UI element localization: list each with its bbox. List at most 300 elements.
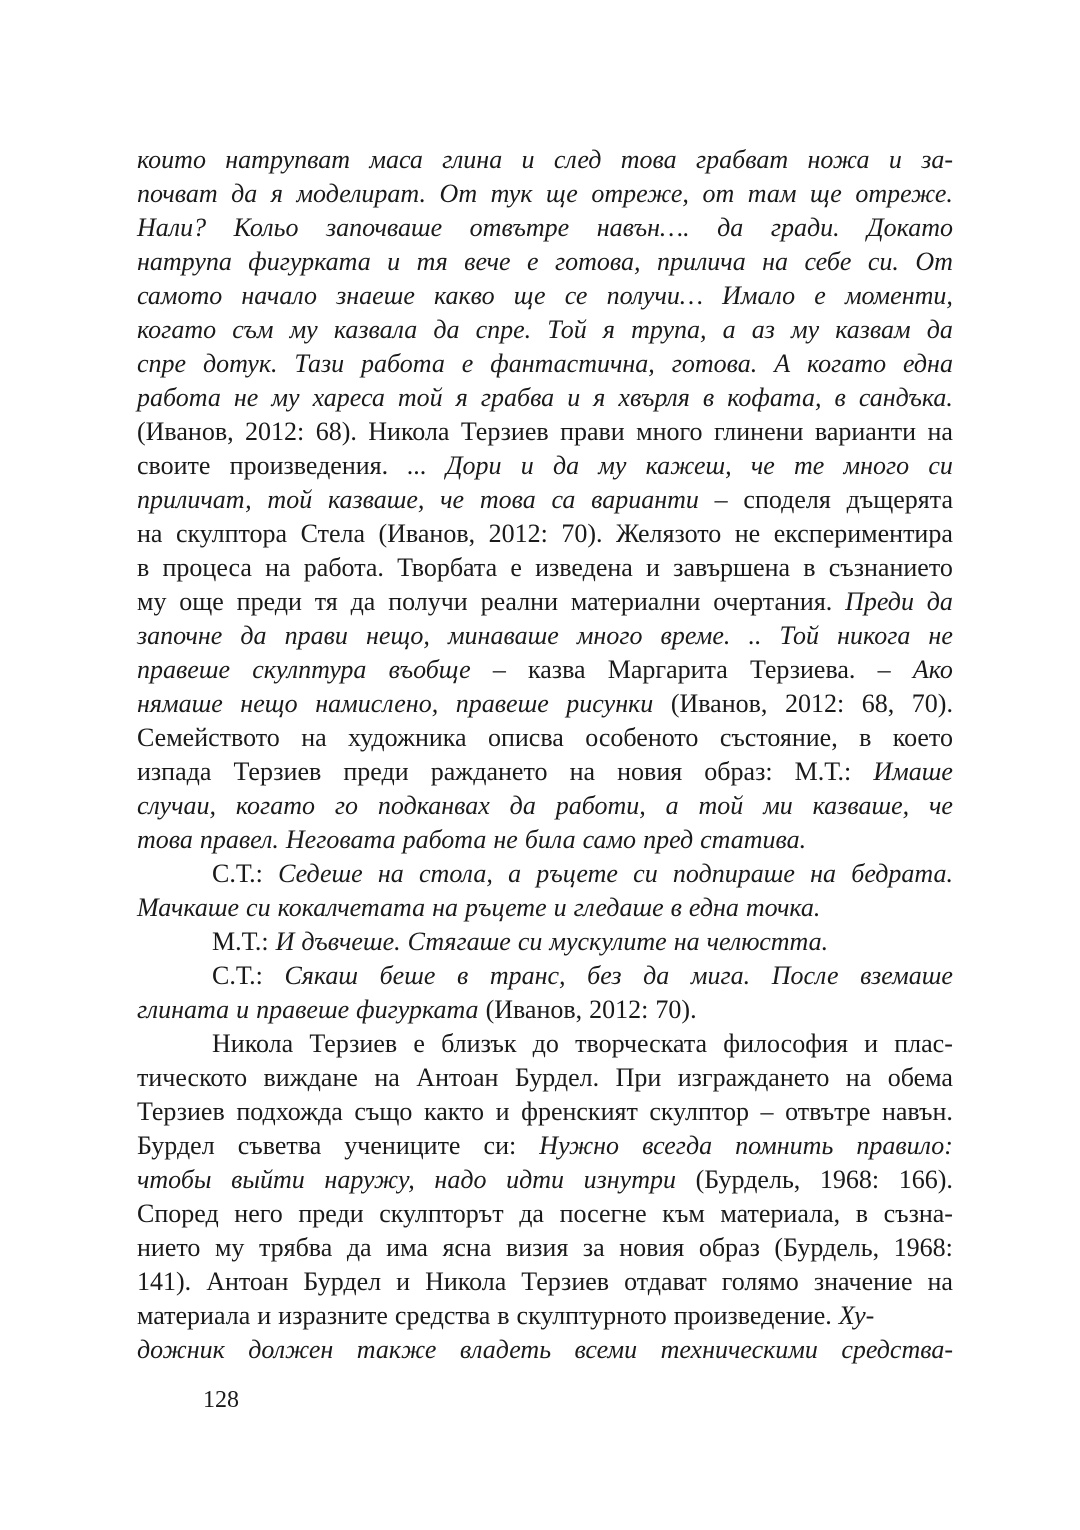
word: хвърля xyxy=(618,383,690,412)
text-line xyxy=(137,415,953,449)
word: учениците xyxy=(344,1131,461,1160)
word: себе xyxy=(804,247,852,276)
word: кокалчетата xyxy=(277,893,426,922)
text-line xyxy=(137,687,953,721)
word: получи xyxy=(388,587,468,616)
word: прави xyxy=(284,621,348,650)
word: и xyxy=(646,553,660,582)
word: Нали? xyxy=(137,213,207,242)
word: да xyxy=(717,213,744,242)
word: всегда xyxy=(642,1131,713,1160)
word: преди xyxy=(298,1199,364,1228)
word: че xyxy=(929,791,953,820)
word: 70). xyxy=(911,689,953,718)
word: 2012: xyxy=(589,995,649,1024)
word: наружу, xyxy=(324,1165,415,1194)
word: Терзиев xyxy=(309,1029,398,1058)
word: подхожда xyxy=(236,1097,343,1126)
word: си xyxy=(928,451,953,480)
word: започне xyxy=(137,621,223,650)
word: (Иванов, xyxy=(137,417,234,446)
word: варианти xyxy=(591,485,699,514)
word: ръцете xyxy=(536,859,618,888)
word: отреже. xyxy=(855,179,953,208)
word: състояние, xyxy=(719,723,838,752)
word: в xyxy=(859,723,872,752)
word: намислено, xyxy=(315,689,439,718)
text-line xyxy=(137,755,953,789)
word: какво xyxy=(434,281,495,310)
word: е xyxy=(814,281,826,310)
word: отреже, xyxy=(591,179,689,208)
word: С.Т.: xyxy=(212,961,263,990)
word: и xyxy=(236,995,250,1024)
word: след xyxy=(553,145,602,174)
word: я xyxy=(270,179,283,208)
word: му xyxy=(137,587,167,616)
word: тя xyxy=(314,587,338,616)
word: Терзиев xyxy=(460,417,549,446)
text-line xyxy=(137,1027,953,1061)
text-line xyxy=(137,1129,953,1163)
word: я xyxy=(455,383,468,412)
text-line xyxy=(137,313,953,347)
word: в xyxy=(137,553,150,582)
word: работи, xyxy=(555,791,646,820)
word: новия xyxy=(617,757,683,786)
word: Терзиева. xyxy=(749,655,856,684)
word: казваше, xyxy=(812,791,910,820)
word: на xyxy=(927,417,953,446)
word: беше xyxy=(379,961,436,990)
word: му xyxy=(271,383,300,412)
word: должен xyxy=(248,1335,334,1364)
word: От xyxy=(439,179,478,208)
word: Терзиев xyxy=(233,757,322,786)
word: 1968: xyxy=(819,1165,880,1194)
text-line xyxy=(137,143,953,177)
word: това xyxy=(620,145,677,174)
word: отдават xyxy=(624,1267,707,1296)
word: идти xyxy=(506,1165,565,1194)
word: не xyxy=(928,621,953,650)
word: Стела xyxy=(300,519,365,548)
word: много xyxy=(636,417,703,446)
word: до xyxy=(532,1029,559,1058)
word: в xyxy=(670,893,682,922)
word: отвътре xyxy=(469,213,570,242)
word: да xyxy=(926,315,953,344)
word: приличат, xyxy=(137,485,252,514)
text-line xyxy=(137,177,953,211)
word: не xyxy=(233,383,259,412)
word: моделират. xyxy=(296,179,427,208)
word: му xyxy=(791,315,820,344)
word: мускулите xyxy=(549,927,667,956)
word: съветва xyxy=(237,1131,322,1160)
text-line xyxy=(137,857,953,891)
word: (Бурдель, xyxy=(774,1233,880,1262)
word: спре. xyxy=(475,315,532,344)
word: когато xyxy=(137,315,217,344)
word: гледаше xyxy=(573,893,664,922)
text-line xyxy=(137,585,953,619)
word: фигурката xyxy=(356,995,479,1024)
word: Бурдел xyxy=(137,1131,215,1160)
word: – xyxy=(714,485,728,514)
word: аз xyxy=(751,315,775,344)
word: време. xyxy=(660,621,731,650)
word: е xyxy=(413,1029,425,1058)
text-line xyxy=(137,721,953,755)
word: в xyxy=(497,1301,510,1330)
word: си xyxy=(517,927,543,956)
word: тя xyxy=(416,247,448,276)
word: френският xyxy=(521,1097,638,1126)
word: да xyxy=(240,621,267,650)
word: му xyxy=(214,1233,245,1262)
word: ще xyxy=(546,179,578,208)
word: и xyxy=(864,1029,879,1058)
word: в xyxy=(702,383,715,412)
word: виждане xyxy=(263,1063,358,1092)
page-number: 128 xyxy=(203,1387,239,1413)
word: Дори xyxy=(446,451,502,480)
text-line xyxy=(137,1095,953,1129)
word: много xyxy=(576,621,643,650)
word: само xyxy=(582,825,637,854)
word: Желязото xyxy=(616,519,722,548)
word: дожник xyxy=(137,1335,225,1364)
word: грабват xyxy=(696,145,789,174)
word: в xyxy=(456,961,469,990)
word: почват xyxy=(137,179,218,208)
word: 2012: xyxy=(488,519,548,548)
word: което xyxy=(892,723,953,752)
word: както xyxy=(423,1097,485,1126)
word: образ: xyxy=(704,757,773,786)
word: грабва xyxy=(480,383,555,412)
word: фигурката xyxy=(248,247,371,276)
word: статива. xyxy=(700,825,807,854)
word: Семейството xyxy=(137,723,280,752)
word: Имаше xyxy=(873,757,953,786)
word: фантастична, xyxy=(490,349,655,378)
word: вземаше xyxy=(860,961,953,990)
word: казва xyxy=(528,655,586,684)
word: владеть xyxy=(459,1335,552,1364)
word: а xyxy=(722,315,736,344)
word: голямо xyxy=(721,1267,799,1296)
word: Кольо xyxy=(233,213,299,242)
word: също xyxy=(354,1097,413,1126)
word: се xyxy=(564,281,588,310)
word: моменти, xyxy=(844,281,953,310)
word: да xyxy=(552,451,580,480)
word: материала, xyxy=(720,1199,841,1228)
word: После xyxy=(771,961,839,990)
word: посегне xyxy=(559,1199,647,1228)
word: 2012: xyxy=(245,417,305,446)
word: и xyxy=(553,893,567,922)
word: раждането xyxy=(430,757,548,786)
word: е xyxy=(510,553,522,582)
word: материала xyxy=(137,1301,251,1330)
word: да xyxy=(643,961,670,990)
word: ръцете xyxy=(464,893,547,922)
body-text xyxy=(137,143,953,1367)
text-line xyxy=(137,823,953,857)
word: Тази xyxy=(294,349,345,378)
word: описва xyxy=(487,723,564,752)
word: прилича xyxy=(656,247,746,276)
word: които xyxy=(137,145,206,174)
word: новия xyxy=(619,1233,685,1262)
word: нямаше xyxy=(137,689,223,718)
word: на xyxy=(673,927,700,956)
word: натрупват xyxy=(225,145,351,174)
word: скулптор xyxy=(649,1097,749,1126)
word: на xyxy=(377,859,404,888)
word: съзнанието xyxy=(828,553,953,582)
word: и xyxy=(387,247,401,276)
word: и xyxy=(495,1097,510,1126)
word: правило: xyxy=(856,1131,953,1160)
word: М.Т.: xyxy=(794,757,852,786)
word: навън. xyxy=(881,1097,953,1126)
word: челюстта. xyxy=(706,927,829,956)
text-line xyxy=(137,1333,953,1367)
text-line xyxy=(137,347,953,381)
word: Антоан xyxy=(206,1267,289,1296)
word: Никола xyxy=(212,1029,294,1058)
text-line xyxy=(137,653,953,687)
word: нещо, xyxy=(366,621,430,650)
word: материални xyxy=(570,587,701,616)
text-line xyxy=(137,1299,953,1333)
word: дотук. xyxy=(203,349,278,378)
word: Терзиев xyxy=(137,1097,225,1126)
word: С.Т.: xyxy=(212,859,263,888)
word: мига. xyxy=(690,961,751,990)
word: на xyxy=(137,519,163,548)
word: 166). xyxy=(898,1165,953,1194)
word: си xyxy=(633,859,658,888)
word: 68, xyxy=(861,689,895,718)
word: помнить xyxy=(735,1131,834,1160)
word: (Иванов, xyxy=(485,995,583,1024)
word: че xyxy=(750,451,775,480)
text-line xyxy=(137,483,953,517)
word: маса xyxy=(369,145,423,174)
word: своите xyxy=(137,451,211,480)
word: Никола xyxy=(368,417,450,446)
word: казвала xyxy=(333,315,418,344)
word: визия xyxy=(505,1233,569,1262)
text-line xyxy=(137,619,953,653)
word: съзна- xyxy=(883,1199,953,1228)
word: – xyxy=(877,655,891,684)
word: те xyxy=(793,451,825,480)
word: творческата xyxy=(575,1029,708,1058)
word: на xyxy=(374,1063,400,1092)
word: А xyxy=(774,349,791,378)
text-line xyxy=(137,891,953,925)
word: изразните xyxy=(278,1301,388,1330)
word: От xyxy=(915,247,953,276)
word: .. xyxy=(748,621,762,650)
word: Той xyxy=(779,621,820,650)
word: вече xyxy=(464,247,511,276)
word: (Бурдель, xyxy=(695,1165,801,1194)
word: ... xyxy=(407,451,427,480)
text-line xyxy=(137,1197,953,1231)
text-line xyxy=(137,551,953,585)
word: Нужно xyxy=(539,1131,620,1160)
word: тическото xyxy=(137,1063,248,1092)
text-line xyxy=(137,925,953,959)
word: 68). xyxy=(315,417,357,446)
word: работа xyxy=(137,383,221,412)
word: точка. xyxy=(745,893,821,922)
word: на xyxy=(762,247,789,276)
word: работа xyxy=(361,349,445,378)
word: Никола xyxy=(425,1267,507,1296)
word: варианти xyxy=(814,417,917,446)
word: Седеше xyxy=(278,859,363,888)
word: глинени xyxy=(713,417,804,446)
word: самото xyxy=(137,281,223,310)
text-line xyxy=(137,1231,953,1265)
word: дъвчеше. xyxy=(301,927,401,956)
word: подканвах xyxy=(377,791,490,820)
word: когато xyxy=(807,349,887,378)
word: той xyxy=(397,383,443,412)
text-line xyxy=(137,245,953,279)
word: скулптурното xyxy=(516,1301,667,1330)
word: да xyxy=(509,791,536,820)
word: за- xyxy=(921,145,953,174)
word: получи… xyxy=(606,281,703,310)
word: близък xyxy=(441,1029,517,1058)
word: средства- xyxy=(841,1335,953,1364)
word: не xyxy=(493,825,518,854)
word: хареса xyxy=(312,383,385,412)
text-line xyxy=(137,993,953,1027)
word: Имало xyxy=(722,281,796,310)
word: да xyxy=(433,315,460,344)
text-line xyxy=(137,517,953,551)
word: никога xyxy=(837,621,911,650)
word: средства xyxy=(394,1301,491,1330)
word: М.Т.: xyxy=(212,927,269,956)
word: преди xyxy=(236,587,302,616)
word: Неговата xyxy=(285,825,396,854)
word: реални xyxy=(480,587,558,616)
word: Антоан xyxy=(416,1063,499,1092)
word: минаваше xyxy=(447,621,559,650)
word: скулптура xyxy=(252,655,367,684)
word: обема xyxy=(887,1063,953,1092)
word: е xyxy=(527,247,539,276)
word: Творбата xyxy=(397,553,498,582)
word: много xyxy=(843,451,910,480)
word: на xyxy=(927,1267,953,1296)
word: това xyxy=(137,825,193,854)
word: правел. xyxy=(199,825,279,854)
word: на xyxy=(301,723,327,752)
word: (Иванов, xyxy=(670,689,768,718)
word: въобще xyxy=(388,655,471,684)
word: в xyxy=(803,553,816,582)
word: без xyxy=(587,961,622,990)
word: Стягаше xyxy=(407,927,511,956)
word: Сякаш xyxy=(284,961,359,990)
word: Маргарита xyxy=(607,655,728,684)
word: съм xyxy=(232,315,274,344)
word: отвътре xyxy=(785,1097,871,1126)
word: и xyxy=(521,145,535,174)
word: знаеше xyxy=(336,281,415,310)
word: 70). xyxy=(655,995,697,1024)
word: преди xyxy=(343,757,409,786)
word: И xyxy=(275,927,295,956)
word: сандъка. xyxy=(858,383,953,412)
word: нието xyxy=(137,1233,201,1262)
word: Докато xyxy=(867,213,953,242)
word: навън…. xyxy=(596,213,690,242)
word: една xyxy=(688,893,739,922)
word: казваше, xyxy=(327,485,425,514)
word: си: xyxy=(483,1131,517,1160)
word: на xyxy=(569,757,596,786)
word: там xyxy=(747,179,797,208)
word: кофата, xyxy=(727,383,822,412)
word: завършена xyxy=(673,553,791,582)
word: также xyxy=(356,1335,437,1364)
word: готова, xyxy=(555,247,641,276)
word: ще xyxy=(513,281,546,310)
word: и xyxy=(396,1267,411,1296)
word: а xyxy=(508,859,522,888)
word: плас- xyxy=(894,1029,953,1058)
text-line xyxy=(137,1265,953,1299)
word: казвам xyxy=(835,315,911,344)
word: и xyxy=(567,383,581,412)
word: 70). xyxy=(561,519,603,548)
word: стола, xyxy=(419,859,493,888)
word: особеното xyxy=(585,723,699,752)
word: да xyxy=(346,1233,372,1262)
word: ми xyxy=(763,791,793,820)
word: за xyxy=(582,1233,605,1262)
text-line xyxy=(137,1163,953,1197)
word: (Иванов, xyxy=(378,519,476,548)
word: да xyxy=(231,179,258,208)
word: му xyxy=(289,315,318,344)
word: на xyxy=(810,859,837,888)
word: гради. xyxy=(770,213,840,242)
word: 141). xyxy=(137,1267,192,1296)
word: изведена xyxy=(535,553,633,582)
word: ясна xyxy=(442,1233,492,1262)
word: изнутри xyxy=(583,1165,676,1194)
word: философия xyxy=(723,1029,848,1058)
word: я xyxy=(593,383,606,412)
word: че xyxy=(440,485,465,514)
word: а xyxy=(665,791,679,820)
word: от xyxy=(702,179,735,208)
